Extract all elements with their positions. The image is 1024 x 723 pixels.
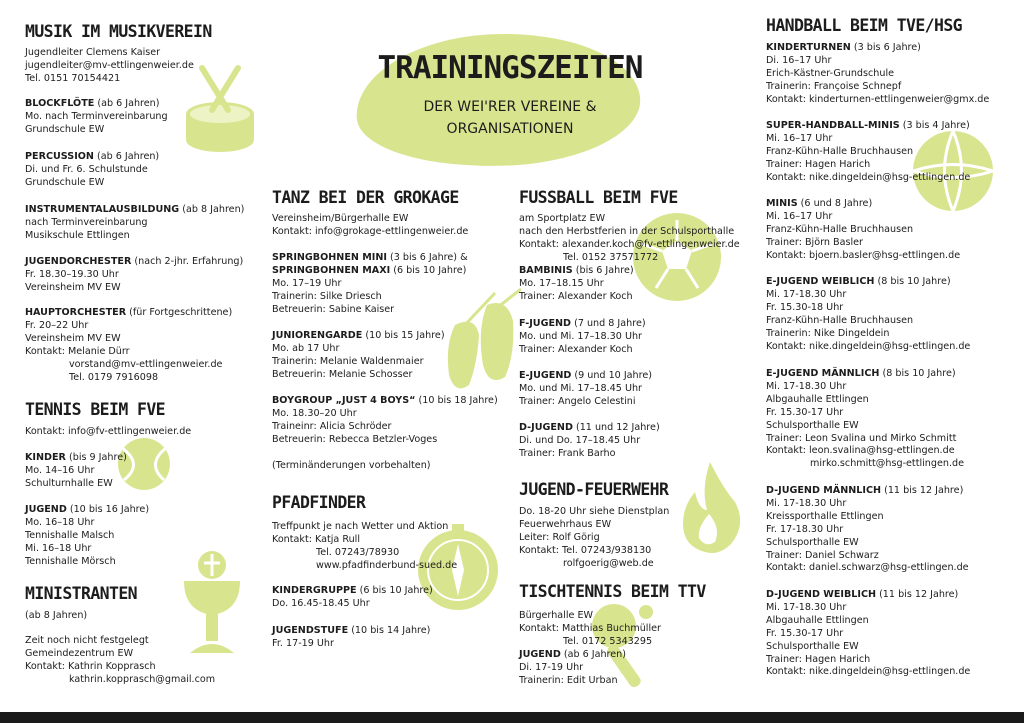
program-percussion: PERCUSSION (ab 6 Jahren) Di. und Fr. 6. Schulstunde Grundschule EW [25, 151, 160, 188]
program-kindergruppe: KINDERGRUPPE (6 bis 10 Jahre) Do. 16.45-18.45 Uhr [272, 585, 433, 609]
section-heading: TANZ BEI DER GROKAGE [272, 188, 459, 207]
column-3 [519, 0, 759, 712]
section-heading: JUGEND-FEUERWEHR [519, 480, 669, 499]
handball-section [766, 16, 962, 36]
program-tennis-kinder: KINDER (bis 9 Jahre) Mo. 14–16 Uhr Schulturnhalle EW [25, 452, 127, 489]
program-jugendstufe: JUGENDSTUFE (10 bis 14 Jahre) Fr. 17-19 Uhr [272, 625, 431, 649]
program-blockfloete: BLOCKFLÖTE (ab 6 Jahren) Mo. nach Terminvereinbarung Grundschule EW [25, 98, 168, 135]
column-4 [766, 0, 1018, 712]
program-bambinis: BAMBINIS (bis 6 Jahre) Mo. 17–18.15 Uhr Trainer: Alexander Koch [519, 265, 634, 302]
tennis-section: TENNIS BEIM FVE Kontakt: info@fv-ettlingenweier.de [25, 400, 192, 437]
feuerwehr-section: JUGEND-FEUERWEHR Do. 18-20 Uhr siehe Dienstplan Feuerwehrhaus EW Leiter: Rolf Görig Kontakt: Tel. 07243/938130 rolfgoerig@web.de [519, 480, 670, 569]
column-1 [25, 0, 265, 712]
section-heading: MUSIK IM MUSIKVEREIN [25, 22, 212, 41]
section-heading: HANDBALL BEIM TVE/HSG [766, 16, 963, 35]
program-boygroup: BOYGROUP „JUST 4 BOYS“ (10 bis 18 Jahre) Mo. 18.30–20 Uhr Traineinr: Alicia Schröder Betreuerin: Rebecca Betzler-Voges [272, 395, 498, 445]
program-e-jugend: E-JUGEND (9 und 10 Jahre) Mo. und Mi. 17–18.45 Uhr Trainer: Angelo Celestini [519, 370, 652, 407]
section-heading: TENNIS BEIM FVE [25, 400, 166, 419]
program-d-jugend-weiblich: D-JUGEND WEIBLICH (11 bis 12 Jahre) Mi. 17-18.30 Uhr Albgauhalle Ettlingen Fr. 15.30-17 Uhr Schulsporthalle EW Trainer: Hagen Harich Kontakt: nike.dingeldein@hsg-ettlingen.de [766, 589, 971, 678]
program-e-jugend-maennlich: E-JUGEND MÄNNLICH (8 bis 10 Jahre) Mi. 17-18.30 Uhr Albgauhalle Ettlingen Fr. 15.30-17 Uhr Schulsporthalle EW Trainer: Leon Svalina und Mirko Schmitt Kontakt: leon.svalina@hsg-ettlingen.de mirko.schmitt@hsg-ettlingen.de [766, 368, 964, 470]
section-heading: TISCHTENNIS BEIM TTV [519, 582, 706, 601]
pfadfinder-section: PFADFINDER Treffpunkt je nach Wetter und Aktion Kontakt: Katja Rull Tel. 07243/78930 www.pfadfinderbund-sued.de [272, 493, 458, 571]
program-instrumentalausbildung: INSTRUMENTALAUSBILDUNG (ab 8 Jahren) nach Terminvereinbarung Musikschule Ettlingen [25, 204, 245, 241]
program-hauptorchester: HAUPTORCHESTER (für Fortgeschrittene) Fr. 20–22 Uhr Vereinsheim MV EW Kontakt: Melanie Dürr vorstand@mv-ettlingenweier.de Tel. 0179 7916098 [25, 307, 233, 383]
program-tennis-jugend: JUGEND (10 bis 16 Jahre) Mo. 16–18 Uhr Tennishalle Malsch Mi. 16–18 Uhr Tennishalle Mörsch [25, 504, 150, 567]
program-d-jugend: D-JUGEND (11 und 12 Jahre) Di. und Do. 17–18.45 Uhr Trainer: Frank Barho [519, 422, 660, 459]
program-kinderturnen: KINDERTURNEN (3 bis 6 Jahre) Di. 16–17 Uhr Erich-Kästner-Grundschule Trainerin: Françoise Schnepf Kontakt: kinderturnen-ettlingenweier@gmx.de [766, 42, 990, 105]
page-title: TRAININGSZEITEN [377, 50, 643, 86]
program-super-handball-minis: SUPER-HANDBALL-MINIS (3 bis 4 Jahre) Mi. 16–17 Uhr Franz-Kühn-Halle Bruchhausen Trainer: Hagen Harich Kontakt: nike.dingeldein@hsg-ettlingen.de [766, 120, 971, 183]
column-2 [272, 0, 512, 712]
musik-section: MUSIK IM MUSIKVEREIN Jugendleiter Clemens Kaiser jugendleiter@mv-ettlingenweier.de Tel. 0151 70154421 [25, 22, 212, 84]
website-link[interactable]: www.pfadfinderbund-sued.de [316, 559, 458, 571]
ministranten-section: MINISTRANTEN (ab 8 Jahren) Zeit noch nicht festgelegt Gemeindezentrum EW Kontakt: Kathrin Kopprasch kathrin.kopprasch@gmail.com [25, 584, 216, 685]
program-juniorengarde: JUNIORENGARDE (10 bis 15 Jahre) Mo. ab 17 Uhr Trainerin: Melanie Waldenmaier Betreuerin: Melanie Schosser [272, 330, 445, 380]
section-heading: MINISTRANTEN [25, 584, 138, 603]
program-minis: MINIS (6 und 8 Jahre) Mi. 16–17 Uhr Franz-Kühn-Halle Bruchhausen Trainer: Björn Basler Kontakt: bjoern.basler@hsg-ettlingen.de [766, 198, 961, 261]
section-heading: FUSSBALL BEIM FVE [519, 188, 678, 207]
email-link[interactable]: vorstand@mv-ettlingenweier.de [69, 358, 223, 370]
program-f-jugend: F-JUGEND (7 und 8 Jahre) Mo. und Mi. 17–18.30 Uhr Trainer: Alexander Koch [519, 318, 646, 355]
program-e-jugend-weiblich: E-JUGEND WEIBLICH (8 bis 10 Jahre) Mi. 17-18.30 Uhr Fr. 15.30-18 Uhr Franz-Kühn-Halle Bruchhausen Trainerin: Nike Dingeldein Kontakt: nike.dingeldein@hsg-ettlingen.de [766, 276, 971, 352]
program-d-jugend-maennlich: D-JUGEND MÄNNLICH (11 bis 12 Jahre) Mi. 17-18.30 Uhr Kreissporthalle Ettlingen Fr. 17-18.30 Uhr Schulsporthalle EW Trainer: Daniel Schwarz Kontakt: daniel.schwarz@hsg-ettlingen.de [766, 485, 969, 574]
fussball-section: FUSSBALL BEIM FVE am Sportplatz EW nach den Herbstferien in der Schulsporthalle Kontakt: alexander.koch@fv-ettlingenweier.de Tel. 0152 37571772 [519, 188, 740, 263]
bottom-edge [0, 712, 1024, 723]
tanz-note: (Terminänderungen vorbehalten) [272, 460, 431, 471]
page-subtitle: DER WEI'RER VEREINE & ORGANISATIONEN [423, 99, 597, 137]
tischtennis-section: TISCHTENNIS BEIM TTV Bürgerhalle EW Kontakt: Matthias Buchmüller Tel. 0172 5343295 JUGEND (ab 6 Jahren) Di. 17-19 Uhr Trainerin: Edit Urban [519, 582, 706, 686]
section-heading: PFADFINDER [272, 493, 366, 512]
program-springbohnen: SPRINGBOHNEN MINI (3 bis 6 Jahre) & SPRINGBOHNEN MAXI (6 bis 10 Jahre) Mo. 17–19 Uhr Trainerin: Silke Driesch Betreuerin: Sabine Kaiser [272, 252, 468, 315]
program-jugendorchester: JUGENDORCHESTER (nach 2-jhr. Erfahrung) Fr. 18.30–19.30 Uhr Vereinsheim MV EW [25, 256, 244, 293]
tanz-section: TANZ BEI DER GROKAGE Vereinsheim/Bürgerhalle EW Kontakt: info@grokage-ettlingenweier.de [272, 188, 469, 237]
